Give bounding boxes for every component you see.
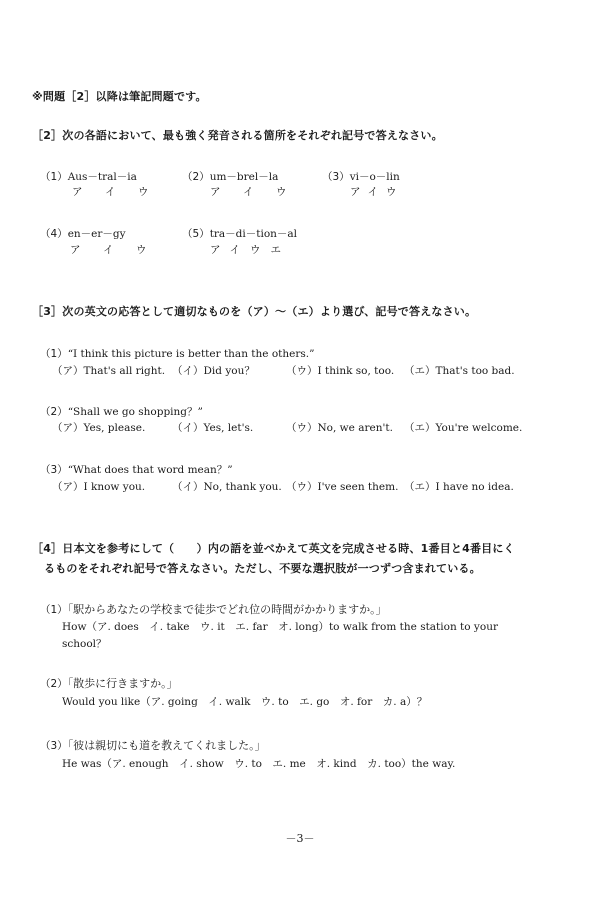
s3-q1-option-d: （エ）That's too bad. xyxy=(404,365,515,377)
question-text: “Shall we go shopping？” xyxy=(67,406,203,418)
item-number: （3） xyxy=(322,171,350,183)
question-text: “What does that word mean？” xyxy=(67,464,233,476)
syllable-word: tra－di－tion－al xyxy=(209,228,298,240)
s2-item-4-marks: ア イ ウ xyxy=(70,244,153,256)
s3-q1-option-b: （イ）Did you？ xyxy=(172,365,255,377)
syllable-word: en－er－gy xyxy=(67,228,126,240)
syllable-word: vi－o－lin xyxy=(349,171,400,183)
s2-item-2 xyxy=(182,165,278,184)
item-number: （2） xyxy=(40,406,68,418)
s4-item-1-jp xyxy=(40,598,387,617)
s3-q2-option-c: （ウ）No, we aren't. xyxy=(286,422,393,434)
section-3-title: ［3］次の英文の応答として適切なものを（ア）～（エ）より選び、記号で答えなさい。 xyxy=(32,305,477,318)
s2-item-1 xyxy=(40,165,137,184)
s3-q1-option-c: （ウ）I think so, too. xyxy=(286,365,395,377)
item-number: （2） xyxy=(40,678,68,690)
item-number: （1） xyxy=(40,171,68,183)
s4-item-2-en-line1: Would you like（ア. going イ. walk ウ. to エ. go オ. for カ. a）？ xyxy=(62,696,428,708)
s2-item-1-marks: ア イ ウ xyxy=(72,186,155,198)
question-text: “I think this picture is better than the others.” xyxy=(67,348,315,360)
s4-item-1-en-line1: How（ア. does イ. take ウ. it エ. far オ. long）to walk from the station to your xyxy=(62,621,498,633)
s3-q3-option-b: （イ）No, thank you. xyxy=(172,481,282,493)
s4-item-3-jp xyxy=(40,734,266,753)
japanese-sentence: 「散歩に行きますか。」 xyxy=(67,677,178,690)
item-number: （5） xyxy=(182,228,210,240)
section-2-title: ［2］次の各語において、最も強く発音される箇所をそれぞれ記号で答えなさい。 xyxy=(32,129,443,142)
item-number: （1） xyxy=(40,604,68,616)
s2-item-2-marks: ア イ ウ xyxy=(210,186,293,198)
syllable-word: um－brel－la xyxy=(209,171,279,183)
section-4-title-line1: ［4］日本文を参考にして（ ）内の語を並べかえて英文を完成させる時、1番目と4番目にく xyxy=(32,542,515,555)
s3-q3-option-c: （ウ）I've seen them. xyxy=(286,481,399,493)
s2-item-3 xyxy=(322,165,400,184)
syllable-word: Aus－tral－ia xyxy=(67,171,137,183)
section-note: ※問題［2］以降は筆記問題です。 xyxy=(32,90,207,103)
s3-q3-option-d: （エ）I have no idea. xyxy=(404,481,514,493)
s3-question-3 xyxy=(40,458,233,477)
item-number: （2） xyxy=(182,171,210,183)
s3-q2-option-b: （イ）Yes, let's. xyxy=(172,422,254,434)
s3-q2-option-d: （エ）You're welcome. xyxy=(404,422,523,434)
s4-item-1-en-line2: school？ xyxy=(62,638,107,650)
s3-question-2 xyxy=(40,400,203,419)
japanese-sentence: 「駅からあなたの学校まで徒歩でどれ位の時間がかかりますか。」 xyxy=(67,603,387,616)
item-number: （4） xyxy=(40,228,68,240)
s3-question-1 xyxy=(40,342,314,361)
s4-item-3-en-line1: He was（ア. enough イ. show ウ. to エ. me オ. kind カ. too）the way. xyxy=(62,758,456,770)
s3-q2-option-a: （ア）Yes, please. xyxy=(52,422,146,434)
s2-item-3-marks: アイウ xyxy=(350,186,405,198)
section-4-title-line2: るものをそれぞれ記号で答えなさい。ただし、不要な選択肢が一つずつ含まれている。 xyxy=(44,562,481,575)
s2-item-5 xyxy=(182,222,297,241)
item-number: （1） xyxy=(40,348,68,360)
s2-item-5-marks: アイウエ xyxy=(210,244,292,256)
japanese-sentence: 「彼は親切にも道を教えてくれました。」 xyxy=(67,739,266,752)
s2-item-4 xyxy=(40,222,126,241)
s3-q1-option-a: （ア）That's all right. xyxy=(52,365,166,377)
item-number: （3） xyxy=(40,464,68,476)
item-number: （3） xyxy=(40,740,68,752)
s3-q3-option-a: （ア）I know you. xyxy=(52,481,146,493)
s4-item-2-jp xyxy=(40,672,178,691)
page-number: －3－ xyxy=(285,832,315,845)
